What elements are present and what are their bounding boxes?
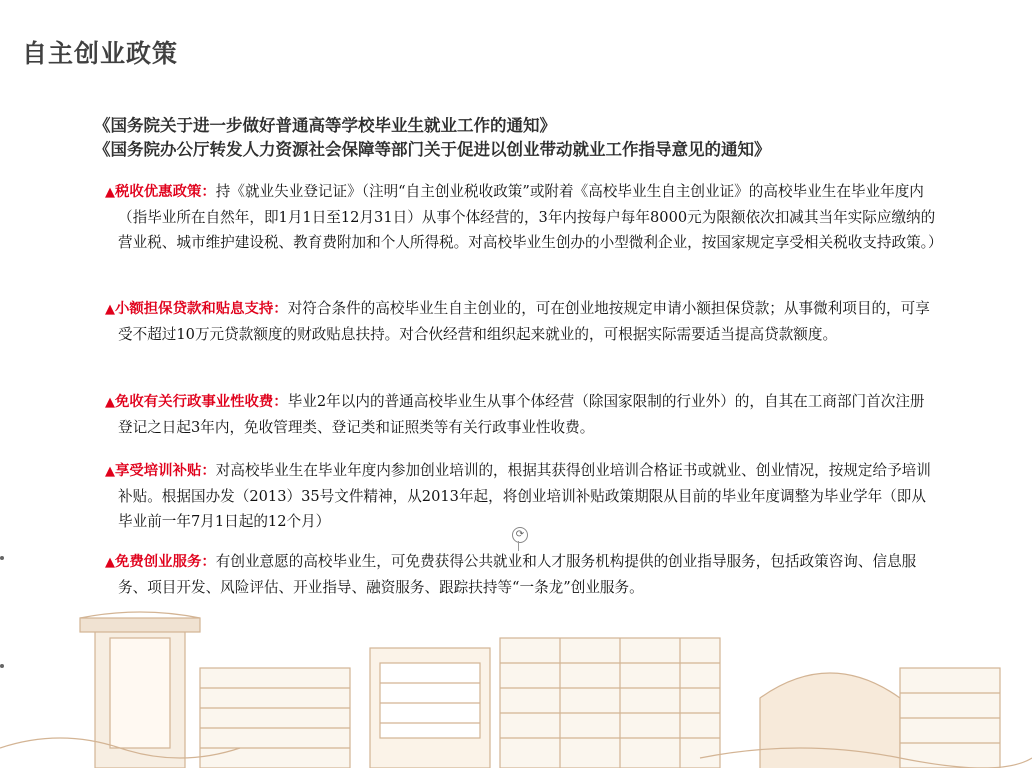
policy-lead: 免收有关行政事业性收费： [115,394,288,410]
policy-text: 对符合条件的高校毕业生自主创业的，可在创业地按规定申请小额担保贷款；从事微利项目的，可享受不超过10万元贷款额度的财政贴息扶持。对合伙经营和组织起来就业的，可根据实际需要适当提高贷款额度。 [118,300,930,343]
policy-free-service [105,549,938,600]
policy-text: 对高校毕业生在毕业年度内参加创业培训的，根据其获得创业培训合格证书或就业、创业情况，按规定给予培训补贴。根据国办发（2013）35号文件精神，从2013年起，将创业培训补贴政策期限从目前的毕业年度调整为毕业学年（即从毕业前一年7月1日起的12个月） [118,462,931,530]
campus-building-illustration [0,608,1032,768]
resize-handle-icon[interactable] [0,664,4,668]
selection-connector [518,541,519,551]
policy-training [105,458,938,534]
policy-text: 毕业2年以内的普通高校毕业生从事个体经营（除国家限制的行业外）的，自其在工商部门首次注册登记之日起3年内，免收管理类、登记类和证照类等有关行政事业性收费。 [118,393,925,436]
policy-lead: 享受培训补贴： [115,463,216,479]
policy-lead: 小额担保贷款和贴息支持： [115,301,288,317]
policy-lead: 税收优惠政策： [115,184,216,200]
policy-fee-exemption [105,389,938,440]
slide-title: 自主创业政策 [22,39,179,68]
rotate-handle-icon[interactable]: ⟳ [512,527,528,543]
resize-handle-icon[interactable] [0,556,4,560]
bullet-triangle-icon: ▲ [105,302,115,317]
policy-text: 持《就业失业登记证》（注明“自主创业税收政策”或附着《高校毕业生自主创业证》的高校毕业生在毕业年度内（指毕业所在自然年，即1月1日至12月31日）从事个体经营的，3年内按每户每年8000元为限额依次扣减其当年实际应缴纳的营业税、城市维护建设税、教育费附加和个人所得税。对高校毕业生创办的小型微利企业，按国家规定享受相关税收支持政策。） [118,183,943,251]
policy-tax [105,179,943,255]
policy-lead: 免费创业服务： [115,554,216,570]
bullet-triangle-icon: ▲ [105,185,115,200]
notice-title-2: 《国务院办公厅转发人力资源社会保障等部门关于促进以创业带动就业工作指导意见的通知》 [94,140,771,159]
policy-loan [105,296,938,347]
notice-title-1: 《国务院关于进一步做好普通高等学校毕业生就业工作的通知》 [94,116,556,135]
policy-text: 有创业意愿的高校毕业生，可免费获得公共就业和人才服务机构提供的创业指导服务，包括政策咨询、信息服务、项目开发、风险评估、开业指导、融资服务、跟踪扶持等“一条龙”创业服务。 [118,553,917,596]
bullet-triangle-icon: ▲ [105,395,115,410]
bullet-triangle-icon: ▲ [105,555,115,570]
bullet-triangle-icon: ▲ [105,464,115,479]
